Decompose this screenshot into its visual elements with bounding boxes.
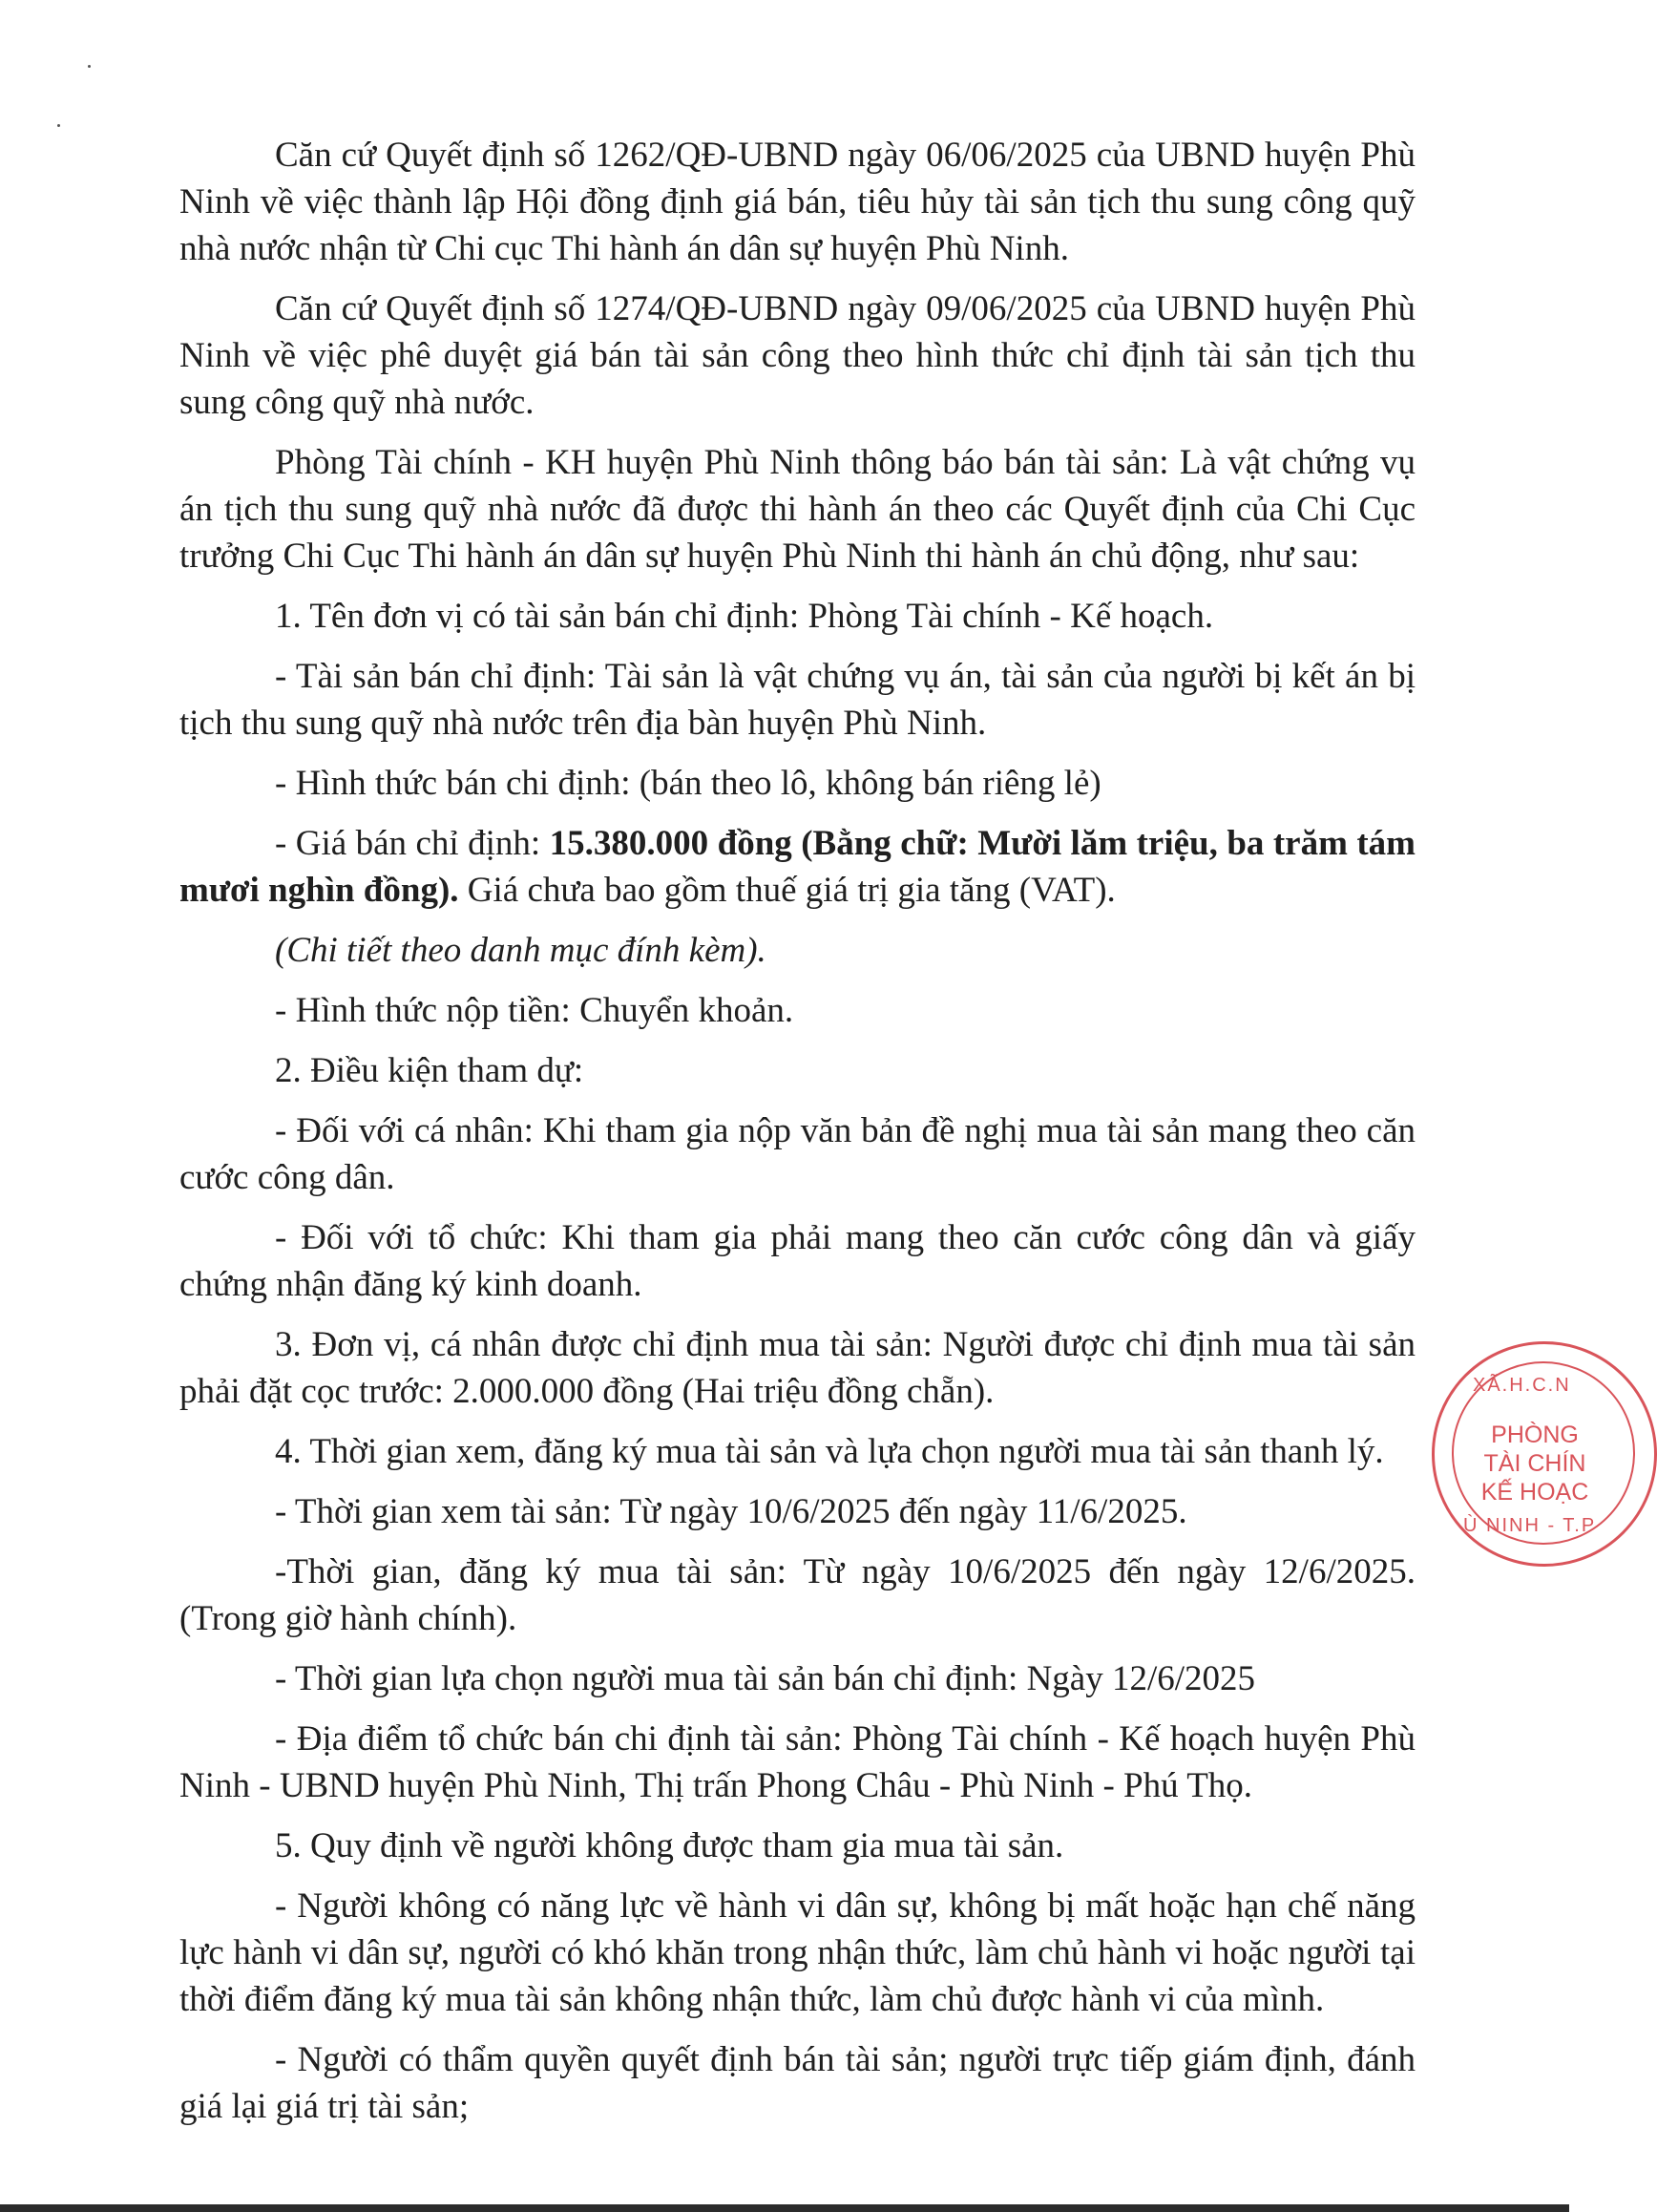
price-amount: 15.380.000 đồng (Bằng chữ: Mười lăm triệu, ba trăm tám mươi nghìn đồng). bbox=[179, 824, 1416, 910]
paragraph-price bbox=[179, 820, 1416, 914]
paragraph-individual-condition: - Đối với cá nhân: Khi tham gia nộp văn bản đề nghị mua tài sản mang theo căn cước công dân. bbox=[179, 1111, 1416, 1197]
stamp-bottom-text: Ù NINH - T.P bbox=[1463, 1515, 1597, 1536]
stamp-line-3: KẾ HOẠC bbox=[1480, 1479, 1589, 1506]
paragraph-exclusion-capacity: - Người không có năng lực về hành vi dân sự, không bị mất hoặc hạn chế năng lực hành vi dân sự, người có khó khăn trong nhận thức, làm chủ hành vi hoặc người tại thời điểm đăng ký mua tài sản không nhận thức, làm chủ được hành vi của mình. bbox=[179, 1886, 1416, 2019]
paragraph-sale-form: - Hình thức bán chi định: (bán theo lô, không bán riêng lẻ) bbox=[275, 764, 1101, 803]
paragraph-decision-1262: Căn cứ Quyết định số 1262/QĐ-UBND ngày 06/06/2025 của UBND huyện Phù Ninh về việc thành lập Hội đồng định giá bán, tiêu hủy tài sản tịch thu sung công quỹ nhà nước nhận từ Chi cục Thi hành án dân sự huyện Phù Ninh. bbox=[179, 136, 1416, 268]
price-suffix: Giá chưa bao gồm thuế giá trị gia tăng (VAT). bbox=[458, 871, 1116, 910]
paragraph-decision-1274: Căn cứ Quyết định số 1274/QĐ-UBND ngày 09/06/2025 của UBND huyện Phù Ninh về việc phê duyệt giá bán tài sản công theo hình thức chỉ định tài sản tịch thu sung công quỹ nhà nước. bbox=[179, 289, 1416, 422]
paragraph-deposit: 3. Đơn vị, cá nhân được chỉ định mua tài sản: Người được chỉ định mua tài sản phải đặt cọc trước: 2.000.000 đồng (Hai triệu đồng chẵn). bbox=[179, 1325, 1416, 1411]
paragraph-conditions-heading: 2. Điều kiện tham dự: bbox=[275, 1051, 584, 1090]
scan-bottom-edge bbox=[0, 2204, 1569, 2212]
document-body bbox=[179, 132, 1416, 2143]
stamp-top-text: XÃ.H.C.N bbox=[1473, 1375, 1571, 1396]
price-prefix: - Giá bán chỉ định: bbox=[275, 824, 550, 863]
paragraph-unit-name: 1. Tên đơn vị có tài sản bán chỉ định: Phòng Tài chính - Kế hoạch. bbox=[275, 597, 1214, 636]
official-stamp bbox=[1432, 1341, 1657, 1567]
scan-speck bbox=[88, 65, 91, 68]
stamp-center-text bbox=[1454, 1421, 1616, 1506]
paragraph-asset-description: - Tài sản bán chỉ định: Tài sản là vật chứng vụ án, tài sản của người bị kết án bị tịch thu sung quỹ nhà nước trên địa bàn huyện Phù Ninh. bbox=[179, 657, 1416, 743]
paragraph-selection-time: - Thời gian lựa chọn người mua tài sản bán chỉ định: Ngày 12/6/2025 bbox=[275, 1659, 1256, 1698]
paragraph-schedule-heading: 4. Thời gian xem, đăng ký mua tài sản và lựa chọn người mua tài sản thanh lý. bbox=[275, 1432, 1384, 1471]
paragraph-announcement: Phòng Tài chính - KH huyện Phù Ninh thông báo bán tài sản: Là vật chứng vụ án tịch thu sung quỹ nhà nước đã được thi hành án theo các Quyết định của Chi Cục trưởng Chi Cục Thi hành án dân sự huyện Phù Ninh thi hành án chủ động, như sau: bbox=[179, 443, 1416, 576]
paragraph-attachment-note: (Chi tiết theo danh mục đính kèm). bbox=[275, 931, 766, 970]
paragraph-exclusions-heading: 5. Quy định về người không được tham gia mua tài sản. bbox=[275, 1826, 1064, 1865]
paragraph-payment-method: - Hình thức nộp tiền: Chuyển khoản. bbox=[275, 991, 794, 1030]
scan-speck bbox=[57, 124, 60, 127]
paragraph-registration-time: -Thời gian, đăng ký mua tài sản: Từ ngày 10/6/2025 đến ngày 12/6/2025. (Trong giờ hành chính). bbox=[179, 1552, 1416, 1638]
stamp-line-2: TÀI CHÍN bbox=[1483, 1450, 1586, 1477]
stamp-line-1: PHÒNG bbox=[1491, 1422, 1579, 1448]
paragraph-location: - Địa điểm tổ chức bán chi định tài sản: Phòng Tài chính - Kế hoạch huyện Phù Ninh - UBND huyện Phù Ninh, Thị trấn Phong Châu - Phù Ninh - Phú Thọ. bbox=[179, 1719, 1416, 1805]
paragraph-exclusion-authority: - Người có thẩm quyền quyết định bán tài sản; người trực tiếp giám định, đánh giá lại giá trị tài sản; bbox=[179, 2040, 1416, 2126]
paragraph-organization-condition: - Đối với tổ chức: Khi tham gia phải mang theo căn cước công dân và giấy chứng nhận đăng ký kinh doanh. bbox=[179, 1218, 1416, 1304]
paragraph-viewing-time: - Thời gian xem tài sản: Từ ngày 10/6/2025 đến ngày 11/6/2025. bbox=[275, 1492, 1187, 1531]
